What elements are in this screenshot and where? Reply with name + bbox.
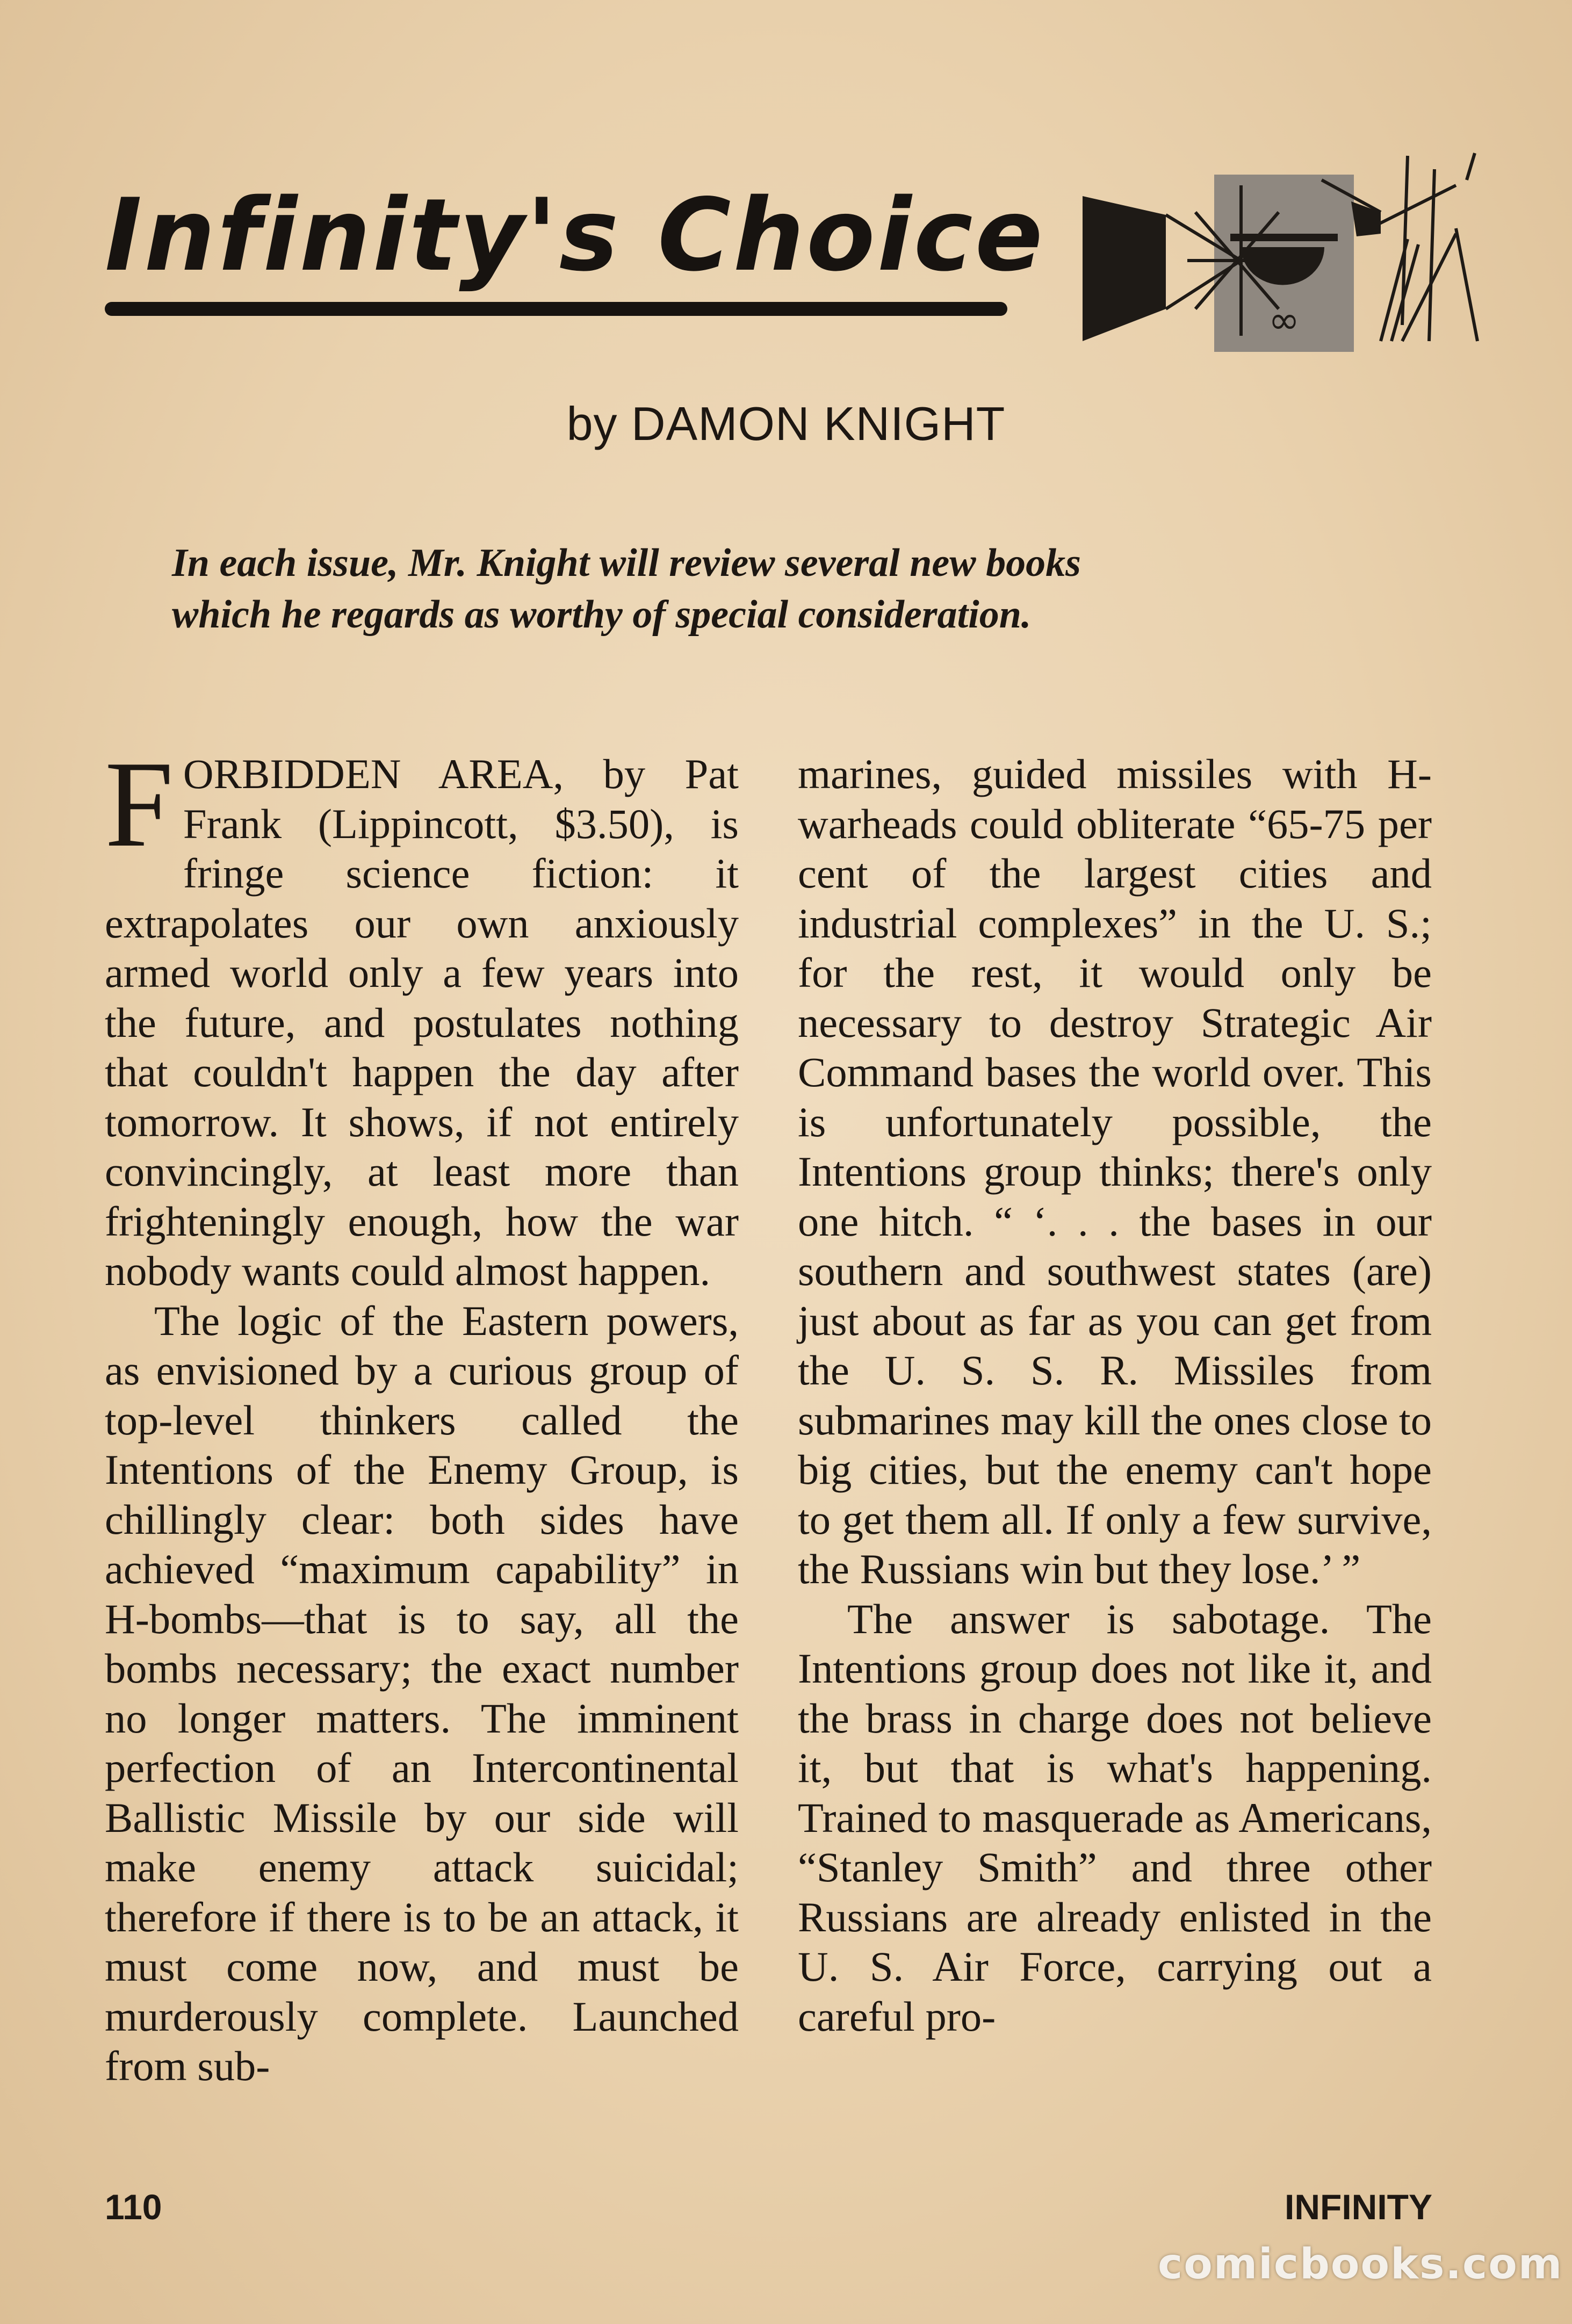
article-column-right: [798, 749, 1432, 2041]
intro-line-2: which he regards as worthy of special consideration.: [172, 593, 1032, 637]
paragraph-1: [105, 735, 739, 1296]
watermark: comicbooks.com: [1158, 2240, 1563, 2289]
infinity-logo-illustration: [1080, 148, 1480, 360]
page-title: Infinity's Choice: [105, 177, 1045, 293]
paragraph-2: The logic of the Eastern powers, as envisioned by a curious group of top-level thinkers called the Intentions of the Enemy Group, is chillingly clear: both sides have achieved “maximum capability” in H-bombs—that is to say, all the bombs necessary; the exact number no longer matters. The imminent perfection of an Intercontinental Ballistic Missile by our side will make enemy attack suicidal; therefore if there is to be an attack, it must come now, and must be murderously complete. Launched from sub-: [105, 1297, 739, 2089]
paragraph-1-text: , by Pat Frank (Lippincott, $3.50), is fringe science fiction: it extrapolates our own anxiously armed world only a few years into the future, and postulates nothing that couldn't happen the day after tomorrow. It shows, if not entirely convincingly, at least more than frighteningly enough, how the war nobody wants could almost happen.: [105, 750, 739, 1294]
magazine-name: INFINITY: [1285, 2187, 1432, 2227]
infinity-symbol: ∞: [1268, 298, 1300, 342]
paragraph-4: The answer is sabotage. The Intentions group does not like it, and the brass in charge does not believe it, but that is what's happening. Trained to masquerade as Americans, “Stanley Smith” and three other Russians are already enlisted in the U. S. Air Force, carrying out a careful pro-: [798, 1595, 1432, 2040]
article-column-left: [105, 735, 739, 2091]
book-title: ORBIDDEN AREA: [183, 750, 553, 797]
title-underline: [105, 302, 1007, 316]
drop-cap: F: [105, 735, 174, 872]
intro-line-1: In each issue, Mr. Knight will review several new books: [172, 541, 1081, 585]
byline: by DAMON KNIGHT: [566, 397, 1006, 450]
intro-blurb: [172, 537, 1386, 640]
paragraph-3: marines, guided missiles with H-warheads could obliterate “65-75 per cent of the largest cities and industrial complexes” in the U. S.; for the rest, it would only be necessary to destroy Strategic Air Command bases the world over. This is unfortunately possible, the Intentions group thinks; there's only one hitch. “ ‘. . . the bases in our southern and southwest states (are) just about as far as you can get from the U. S. S. R. Missiles from submarines may kill the ones close to big cities, but the enemy can't hope to get them all. If only a few survive, the Russians win but they lose.’ ”: [798, 750, 1432, 1592]
page-number: 110: [105, 2187, 162, 2227]
